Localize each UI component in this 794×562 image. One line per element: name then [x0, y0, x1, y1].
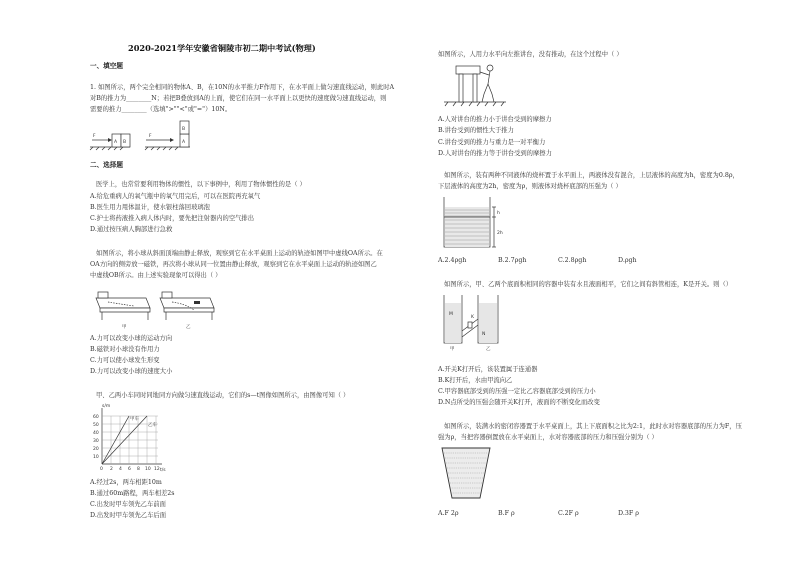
q8-option-a: A.F 2ρ — [438, 510, 459, 517]
q6-option-b: B.2.7ρgh — [498, 257, 527, 264]
q3-fig-label-yi: 乙 — [186, 325, 191, 330]
q8-option-c: C.2F ρ — [558, 510, 579, 517]
q6-option-a: A.2.4ρgh — [438, 257, 467, 264]
q4-series-jia-label: 甲车 — [130, 417, 139, 422]
q3-option-b: B.磁铁对小球没有作用力 — [90, 346, 160, 353]
q4-y-tick: 20 — [93, 447, 99, 452]
q4-x-tick: 2 — [110, 467, 113, 472]
q4-x-tick: 10 — [145, 467, 151, 472]
q5-option-d: D.人对讲台的推力等于讲台受到的摩擦力 — [438, 150, 552, 157]
q3-line-1: 如图所示，将小球从斜面顶端由静止释放，观察到它在水平桌面上运动的轨迹如图甲中虚线OA所示。在 — [96, 250, 383, 257]
q4-x-tick: 12 — [154, 467, 160, 472]
q7-option-d: D.N点所受的压强会随开关K打开，液面的不断变化而改变 — [438, 399, 600, 406]
q1-fig2-label-a: A — [182, 140, 186, 145]
q4-x-tick: 4 — [119, 467, 122, 472]
q5-option-c: C.讲台受到的推力与重力是一对平衡力 — [438, 139, 546, 146]
q3-line-3: 中虚线OB所示。由上述实验现象可以得出（ ） — [90, 272, 222, 279]
q4-stem: 甲、乙两小车同时同地同方向做匀速直线运动，它们的s—t图像如图所示，由图像可知（ ） — [96, 392, 350, 399]
q6-label-h: h — [497, 211, 500, 216]
q4-option-d: D.出发时甲车领先乙车后面 — [90, 512, 167, 519]
q4-st-graph — [90, 404, 170, 474]
q6-option-c: C.2.8ρgh — [558, 257, 587, 264]
q7-stem: 如图所示，甲、乙两个底面积相同的容器中装有水且液面相平，它们之间有斜管相连，K是开关。则（） — [444, 281, 733, 288]
q1-fig-label-a: A — [114, 140, 118, 145]
q1-line-1: 1. 如图所示，两个完全相同的物体A、B，在10N的水平推力F作用下，在水平面上做匀速直线运动，则此时A — [90, 84, 395, 91]
q7-connected-vessels-figure — [440, 291, 506, 351]
q7-label-n: N — [482, 332, 486, 337]
q3-option-d: D.力可以改变小球的速度大小 — [90, 368, 173, 375]
q4-y-axis-label: s/m — [102, 404, 111, 409]
q8-trapezoid-container-figure — [438, 444, 498, 504]
q4-x-tick: 6 — [128, 467, 131, 472]
q7-option-a: A.开关K打开后，该装置属于连通器 — [438, 366, 538, 373]
q6-beaker-figure — [440, 193, 506, 251]
q1-fig2-label-f: F — [149, 134, 152, 139]
q7-label-jia: 甲 — [450, 347, 455, 352]
q7-label-m: M — [449, 312, 453, 317]
section-choice-heading: 二、选择题 — [90, 161, 123, 169]
q6-line-2: 下层液体的高度为2h，密度为ρ，则液体对烧杯底部的压强为（ ） — [438, 183, 622, 190]
q5-stem: 如图所示，人用力水平向左推讲台，没有推动，在这个过程中（ ） — [438, 51, 623, 58]
q4-y-tick: 10 — [93, 455, 99, 460]
q5-push-desk-figure — [440, 60, 510, 106]
q1-line-3: 需要的推力________（选填">""<"或"="）10N。 — [90, 106, 232, 113]
q7-label-yi: 乙 — [486, 347, 491, 352]
section-fill-heading: 一、填空题 — [90, 62, 123, 70]
q4-option-b: B.通过60m路程，两车相差2s — [90, 490, 175, 497]
q4-y-tick: 60 — [93, 415, 99, 420]
q3-line-2: OA方向的侧旁放一磁铁，再次将小球从同一位置由静止释放，观察到它在水平桌面上运动的轨迹如图乙 — [90, 261, 377, 268]
q3-fig-label-jia: 甲 — [122, 325, 127, 330]
q2-option-b: B.医生用力甩体温计，使水银柱落回玻璃泡 — [90, 204, 210, 211]
q7-option-b: B.K打开后，水由甲流向乙 — [438, 377, 513, 384]
q5-option-a: A.人对讲台的推力小于讲台受到的摩擦力 — [438, 116, 552, 123]
q4-y-tick: 40 — [93, 431, 99, 436]
q8-option-b: B.F ρ — [498, 510, 515, 517]
q4-x-tick: 8 — [137, 467, 140, 472]
q8-option-d: D.3F ρ — [618, 510, 639, 517]
q4-option-c: C.出发时甲车领先乙车前面 — [90, 501, 166, 508]
q1-fig-label-f: F — [93, 134, 96, 139]
q8-line-1: 如图所示，装满水的密闭容器置于水平桌面上，其上下底面积之比为2:1，此时水对容器底部的压力为F，压 — [444, 423, 742, 430]
q7-option-c: C.甲容器底部受到的压强一定比乙容器底部受到的压力小 — [438, 388, 596, 395]
q6-label-2h: 2h — [497, 231, 503, 236]
q8-line-2: 强为ρ，当把容器倒置放在水平桌面上，水对容器底部的压力和压强分别为（ ） — [438, 434, 658, 441]
q6-option-d: D.ρgh — [618, 257, 637, 264]
q2-option-d: D.通过按压病人胸部进行急救 — [90, 226, 173, 233]
q4-series-yi-label: 乙车 — [148, 423, 157, 428]
q2-stem: 医学上，也常常要利用物体的惯性，以下事例中，利用了物体惯性的是（ ） — [96, 181, 306, 188]
q4-x-axis-label: t/s — [160, 468, 166, 473]
q3-option-a: A.力可以改变小球的运动方向 — [90, 335, 173, 342]
q4-option-a: A.经过2s，两车相距10m — [90, 479, 162, 486]
q1-fig2-label-b: B — [182, 127, 186, 132]
exam-title: 2020-2021学年安徽省铜陵市初二期中考试(物理) — [128, 43, 316, 53]
q4-y-tick: 50 — [93, 423, 99, 428]
q2-option-a: A.给危重病人的氧气瓶中的氧气用完后，可以在医院再充氧气 — [90, 193, 261, 200]
q2-option-c: C.护士将药液推入病人体内时，要先把注射器内的空气排出 — [90, 215, 255, 222]
q7-label-k: K — [471, 315, 474, 320]
q4-x-tick: 0 — [100, 467, 103, 472]
q6-line-1: 如图所示，装有两种不同液体的烧杯置于水平面上，两液体没有混合，上层液体的高度为h，密度为0.8ρ， — [444, 172, 739, 179]
q1-fig-label-b: B — [123, 140, 127, 145]
q3-ramp-magnet-figure — [90, 284, 220, 330]
q4-y-tick: 30 — [93, 439, 99, 444]
q5-option-b: B.讲台受到的惯性大于推力 — [438, 127, 514, 134]
q1-line-2: 对B的推力为________N；若把B叠放到A的上面，使它们在同一水平面上以更快的速度做匀速直线运动，则 — [90, 95, 387, 102]
q3-option-c: C.力可以使小球发生形变 — [90, 357, 160, 364]
q1-push-blocks-figure — [90, 118, 200, 150]
